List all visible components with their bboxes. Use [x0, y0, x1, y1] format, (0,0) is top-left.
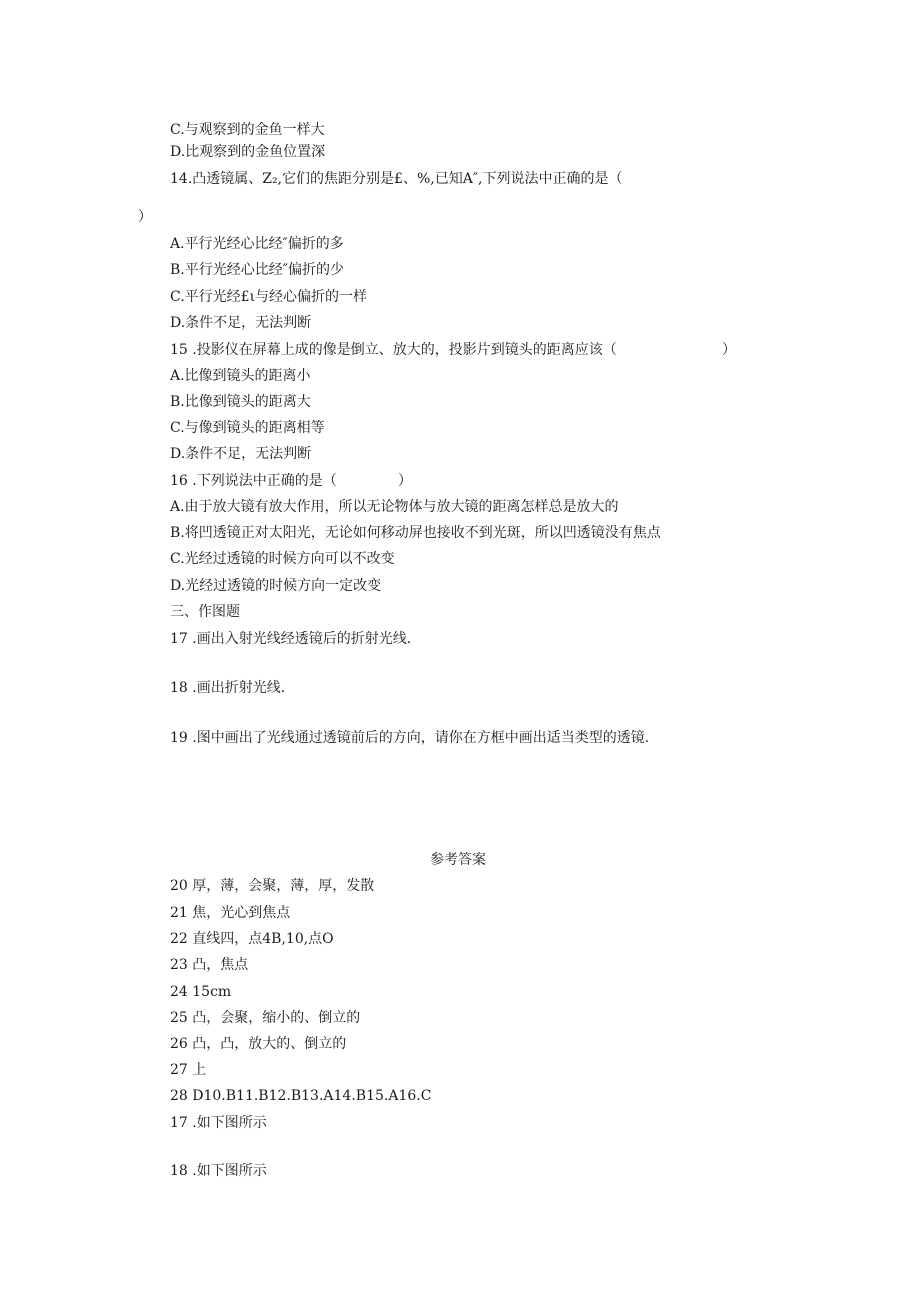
answer-23: 23 凸，焦点: [170, 957, 249, 973]
question-14-option-a: A.平行光经心比经″偏折的多: [170, 236, 344, 252]
question-15-option-c: C.与像到镜头的距离相等: [170, 420, 325, 436]
answer-24: 24 15cm: [170, 984, 232, 1000]
question-14-option-b: B.平行光经心比经″偏折的少: [170, 262, 344, 278]
question-15-option-d: D.条件不足，无法判断: [170, 446, 312, 462]
answer-27: 27 上: [170, 1062, 207, 1078]
question-16-close-paren: ）: [398, 473, 412, 489]
question-15-option-a: A.比像到镜头的距离小: [170, 368, 311, 384]
answer-22: 22 直线四，点4B,10,点O: [170, 931, 334, 947]
question-17: 17 .画出入射光线经透镜后的折射光线.: [170, 631, 412, 647]
question-16-option-c: C.光经过透镜的时候方向可以不改变: [170, 551, 395, 567]
question-15-option-b: B.比像到镜头的距离大: [170, 394, 311, 410]
answer-25: 25 凸，会聚，缩小的、倒立的: [170, 1010, 361, 1026]
question-15-close-paren: ）: [722, 342, 736, 358]
answer-26: 26 凸，凸，放大的、倒立的: [170, 1036, 347, 1052]
question-18: 18 .画出折射光线.: [170, 680, 286, 696]
question-16-option-a: A.由于放大镜有放大作用，所以无论物体与放大镜的距离怎样总是放大的: [170, 499, 619, 515]
answer-20: 20 厚，薄，会聚，薄，厚，发散: [170, 878, 375, 894]
question-15-stem: 15 .投影仪在屏幕上成的像是倒立、放大的，投影片到镜头的距离应该（: [170, 342, 617, 358]
question-14-option-d: D.条件不足，无法判断: [170, 315, 312, 331]
answer-18: 18 .如下图所示: [170, 1163, 267, 1179]
question-16-option-b: B.将凹透镜正对太阳光，无论如何移动屏也接收不到光斑，所以凹透镜没有焦点: [170, 525, 661, 541]
question-13-option-d: D.比观察到的金鱼位置深: [170, 144, 326, 160]
answers-title: 参考答案: [430, 852, 486, 868]
question-16-stem: 16 .下列说法中正确的是（: [170, 473, 337, 489]
question-14-close-paren: ）: [138, 209, 152, 225]
answer-28: 28 D10.B11.B12.B13.A14.B15.A16.C: [170, 1088, 432, 1104]
answer-21: 21 焦，光心到焦点: [170, 905, 291, 921]
section-3-heading: 三、作图题: [170, 604, 240, 620]
question-16-option-d: D.光经过透镜的时候方向一定改变: [170, 578, 382, 594]
question-19: 19 .图中画出了光线通过透镜前后的方向，请你在方框中画出适当类型的透镜.: [170, 730, 650, 746]
answer-17: 17 .如下图所示: [170, 1115, 267, 1131]
question-14-option-c: C.平行光经£ι与经心偏折的一样: [170, 289, 368, 305]
question-14-stem: 14.凸透镜属、Z₂,它们的焦距分别是£、%,已知A″,下列说法中正确的是（: [170, 171, 623, 187]
question-13-option-c: C.与观察到的金鱼一样大: [170, 122, 325, 138]
